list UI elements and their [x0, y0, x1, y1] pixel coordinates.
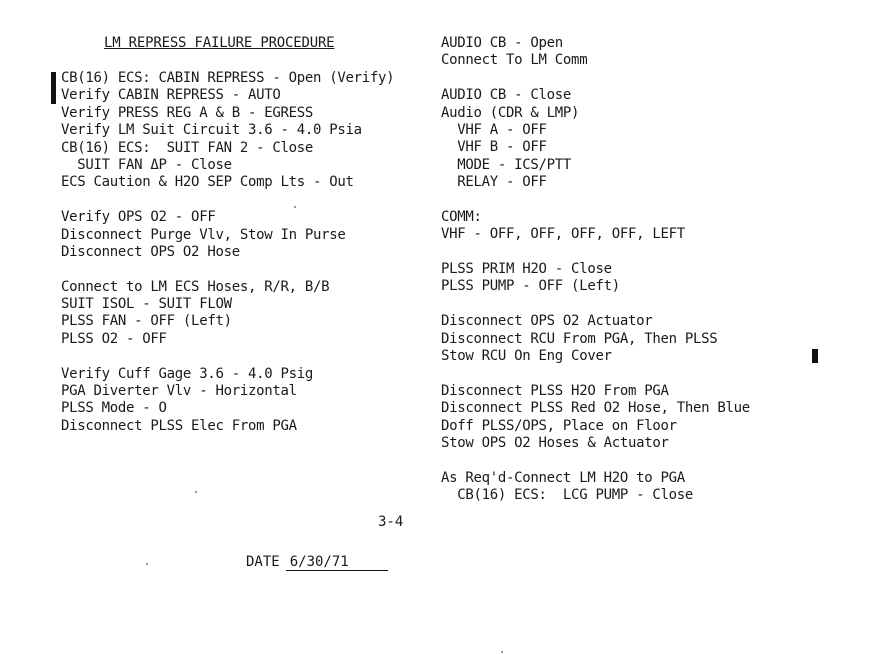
right-step-blank-line — [441, 192, 836, 209]
right-step-line: Audio (CDR & LMP) — [441, 104, 580, 121]
left-step-line: PLSS FAN - OFF (Left) — [61, 313, 232, 330]
left-step-line: CB(16) ECS: CABIN REPRESS - Open (Verify) — [61, 70, 395, 86]
left-step-line: PGA Diverter Vlv - Horizontal — [61, 383, 297, 400]
right-column — [441, 35, 836, 505]
right-step-line: Disconnect OPS O2 Actuator — [441, 313, 653, 330]
right-step-line: VHF - OFF, OFF, OFF, OFF, LEFT — [441, 226, 685, 243]
procedure-title: LM REPRESS FAILURE PROCEDURE — [104, 35, 335, 51]
right-step-line: Stow OPS O2 Hoses & Actuator — [441, 434, 669, 451]
right-step-line: CB(16) ECS: LCG PUMP - Close — [441, 487, 693, 504]
right-step-line: AUDIO CB - Open — [441, 35, 563, 51]
left-step-line: PLSS Mode - O — [61, 400, 167, 417]
left-step-line: Disconnect PLSS Elec From PGA — [61, 417, 297, 434]
left-step-line: CB(16) ECS: SUIT FAN 2 - Close — [61, 139, 313, 156]
left-step-line: Verify Cuff Gage 3.6 - 4.0 Psig — [61, 365, 313, 382]
right-step-blank-line — [441, 365, 836, 382]
right-step-line: Stow RCU On Eng Cover — [441, 348, 612, 365]
scan-speck — [294, 206, 296, 208]
right-step-line: VHF B - OFF — [441, 139, 547, 156]
left-step-blank-line — [61, 261, 426, 278]
right-step-line: MODE - ICS/PTT — [441, 156, 572, 173]
scan-speck — [195, 491, 197, 493]
right-step-blank-line — [441, 244, 836, 261]
right-step-line: As Req'd-Connect LM H2O to PGA — [441, 469, 685, 486]
left-step-line: Disconnect Purge Vlv, Stow In Purse — [61, 226, 346, 243]
left-column — [61, 70, 426, 435]
right-step-line: AUDIO CB - Close — [441, 87, 572, 104]
scan-speck — [146, 563, 148, 565]
left-step-line: PLSS O2 - OFF — [61, 330, 167, 347]
left-step-line: Verify CABIN REPRESS - AUTO — [61, 87, 281, 104]
left-step-line: Connect to LM ECS Hoses, R/R, B/B — [61, 278, 330, 295]
right-step-line: PLSS PUMP - OFF (Left) — [441, 278, 620, 295]
left-step-line: Disconnect OPS O2 Hose — [61, 243, 240, 260]
left-step-blank-line — [61, 192, 426, 209]
left-step-line: Verify PRESS REG A & B - EGRESS — [61, 104, 313, 121]
date-label: DATE — [246, 554, 280, 570]
right-step-line: Disconnect PLSS Red O2 Hose, Then Blue — [441, 400, 750, 417]
page-number: 3-4 — [378, 514, 404, 530]
right-step-line: VHF A - OFF — [441, 121, 547, 138]
left-step-line: SUIT FAN ΔP - Close — [61, 156, 232, 173]
right-step-line: Disconnect PLSS H2O From PGA — [441, 382, 669, 399]
right-step-line: Disconnect RCU From PGA, Then PLSS — [441, 330, 718, 347]
right-step-line: PLSS PRIM H2O - Close — [441, 261, 612, 278]
revision-change-bar — [51, 72, 56, 104]
right-step-line: RELAY - OFF — [441, 174, 547, 191]
scan-speck — [501, 651, 503, 653]
left-step-line: Verify OPS O2 - OFF — [61, 209, 216, 226]
right-step-blank-line — [441, 452, 836, 469]
left-step-line: ECS Caution & H2O SEP Comp Lts - Out — [61, 174, 354, 191]
revision-mark — [812, 349, 818, 363]
right-step-blank-line — [441, 296, 836, 313]
right-step-line: Doff PLSS/OPS, Place on Floor — [441, 417, 677, 434]
right-step-blank-line — [441, 70, 836, 87]
left-step-line: Verify LM Suit Circuit 3.6 - 4.0 Psia — [61, 122, 362, 139]
left-step-blank-line — [61, 348, 426, 365]
date-value: 6/30/71 — [286, 555, 388, 571]
left-step-line: SUIT ISOL - SUIT FLOW — [61, 296, 232, 313]
right-step-line: COMM: — [441, 208, 482, 225]
date-row — [246, 554, 388, 571]
right-step-line: Connect To LM Comm — [441, 52, 588, 69]
